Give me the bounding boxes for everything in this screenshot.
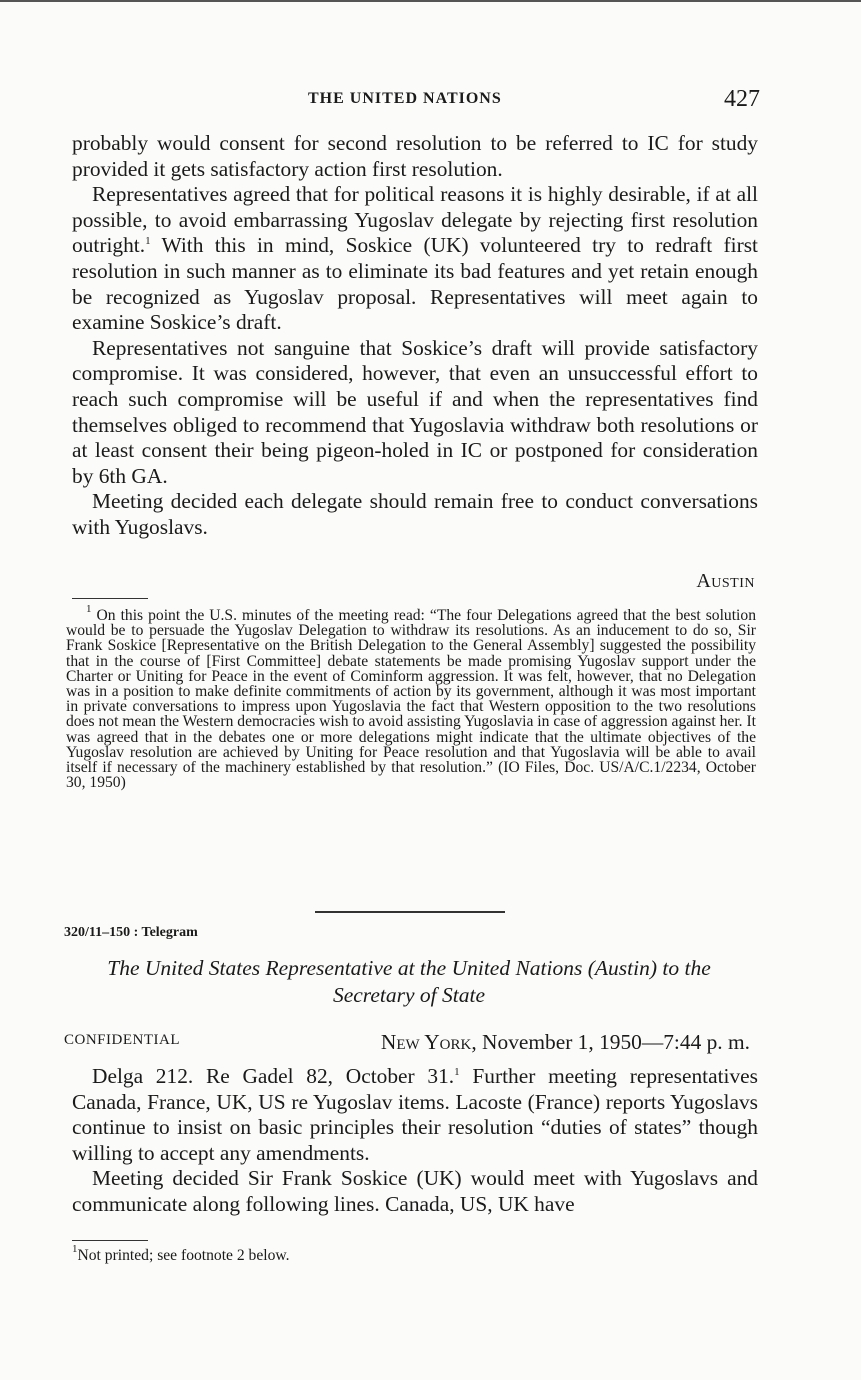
footnote-marker: 1	[86, 603, 92, 615]
place: New York,	[380, 1030, 477, 1054]
page-top-border	[0, 0, 861, 2]
footnote-2	[72, 1243, 290, 1265]
paragraph: Representatives not sanguine that Soskice’s draft will provide satisfactory compromise. It was considered, however, that even an unsuccessful effort to reach such compromise will be useful if and when the representatives find themselves obliged to recommend that Yugoslavia withdraw both resolutions or at least consent their being pigeon-holed in IC or postponed for consideration by 6th GA.	[72, 335, 758, 488]
footnote-marker: 1	[454, 1066, 460, 1078]
date: November 1, 1950—7:44 p. m.	[482, 1030, 750, 1054]
classification: CONFIDENTIAL	[64, 1032, 180, 1048]
body-section-2	[72, 1064, 758, 1218]
section-separator	[315, 911, 505, 913]
running-title: THE UNITED NATIONS	[308, 90, 502, 107]
dateline	[381, 1030, 750, 1055]
footnote-rule	[72, 598, 148, 599]
classification-line	[64, 1030, 750, 1058]
body-section-1	[72, 131, 758, 541]
paragraph: Meeting decided each delegate should remain free to conduct conversations with Yugoslavs.	[72, 489, 758, 539]
paragraph-text: Representatives agreed that for political reasons it is highly desirable, if at all possible, to avoid embarrassing Yugoslav delegate by rejecting first resolution outright.	[72, 182, 758, 258]
paragraph: probably would consent for second resolution to be referred to IC for study provided it gets satisfactory action first resolution.	[72, 131, 758, 181]
footnote-text: Not printed; see footnote 2 below.	[77, 1247, 290, 1264]
footnote-marker: 1	[145, 235, 151, 248]
paragraph-text: Further meeting representatives Canada, France, UK, US re Yugoslav items. Lacoste (France) reports Yugoslavs continue to insist on basic principles their resolution “duties of states” though willing to accept any amendments.	[72, 1064, 758, 1165]
footnote-1	[66, 603, 756, 792]
footnote-rule	[72, 1240, 148, 1241]
page-number: 427	[724, 86, 760, 112]
file-reference: 320/11–150 : Telegram	[64, 925, 198, 940]
footnote-text: On this point the U.S. minutes of the meeting read: “The four Delegations agreed that the best solution would be to persuade the Yugoslav Delegation to withdraw its resolutions. As an inducement to do so, Sir Frank Soskice [Representative on the British Delegation to the General Assembly] suggested the possibility that in the course of [First Committee] debate statements be made promising Yugoslav support under the Charter or Uniting for Peace in the event of Cominform aggression. It was felt, however, that no Delegation was in a position to make definite commitments of action by its government, although it was most important in private conversations to impress upon Yugoslavia the fact that Western opposition to the two resolutions does not mean the Western democracies wish to avoid assisting Yugoslavia in case of aggression against her. It was agreed that in the debates one or more delegations might indicate that the ultimate objectives of the Yugoslav resolution are achieved by Uniting for Peace resolution and that Yugoslavia will be able to avail itself if necessary of the machinery established by that resolution.” (IO Files, Doc. US/A/C.1/2234, October 30, 1950)	[66, 607, 756, 792]
signature: Austin	[696, 570, 755, 592]
paragraph-text: Delga 212. Re Gadel 82, October 31.	[92, 1064, 455, 1088]
paragraph	[72, 182, 758, 336]
paragraph: Meeting decided Sir Frank Soskice (UK) would meet with Yugoslavs and communicate along following lines. Canada, US, UK have	[72, 1166, 758, 1216]
footnote-marker: 1	[72, 1243, 78, 1255]
running-header	[72, 86, 762, 116]
document-title: The United States Representative at the United Nations (Austin) to the Secretary of State	[107, 956, 711, 1007]
paragraph-text: With this in mind, Soskice (UK) volunteered try to redraft first resolution in such manner as to eliminate its bad features and yet retain enough be recognized as Yugoslav proposal. Representatives will meet again to examine Soskice’s draft.	[72, 233, 758, 335]
paragraph	[72, 1064, 758, 1166]
